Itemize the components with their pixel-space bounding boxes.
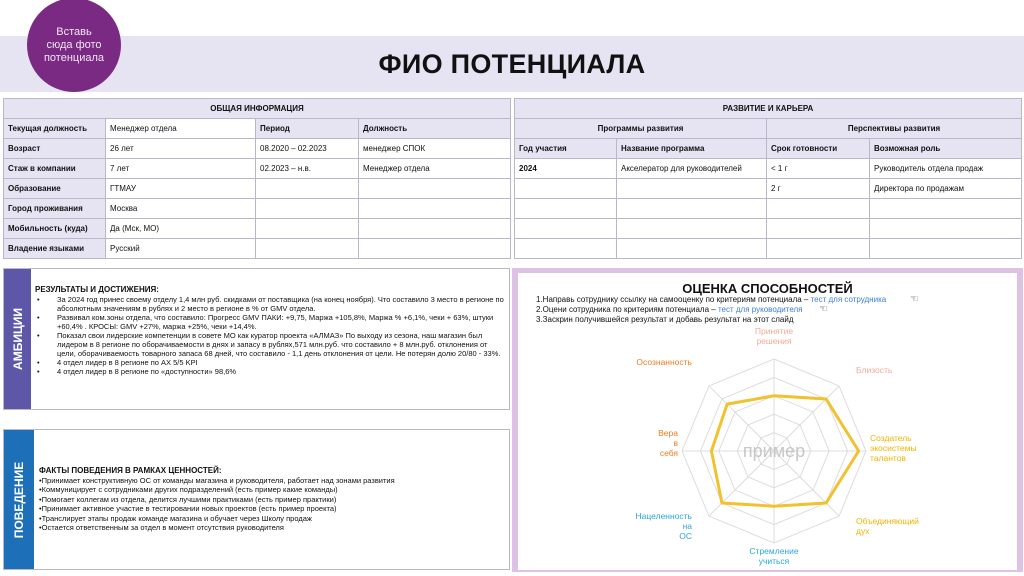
- general-info-header: ОБЩАЯ ИНФОРМАЦИЯ: [4, 99, 511, 119]
- career-cell: [767, 239, 870, 259]
- general-label: Текущая должность: [4, 119, 106, 139]
- assessment-title: ОЦЕНКА СПОСОБНОСТЕЙ: [682, 281, 853, 296]
- step-3: 3.Заскрин получившейся результат и добавь результат на этот слайд: [536, 315, 794, 324]
- list-item: • 4 отдел лидер в 8 регионе по «доступности» 98,6%: [37, 367, 237, 376]
- position-cell: [359, 219, 511, 239]
- behavior-side-label: ПОВЕДЕНИЕ: [12, 461, 26, 538]
- period-cell: 02.2023 – н.в.: [256, 159, 359, 179]
- list-item: •Помогает коллегам из отдела, делится лучшими практиками (есть пример практики): [39, 494, 337, 504]
- pointer-hand-icon: ☜: [819, 304, 828, 315]
- column-header: Возможная роль: [870, 139, 1022, 159]
- career-cell: [617, 179, 767, 199]
- career-cell: [617, 239, 767, 259]
- ambitions-list: [35, 295, 505, 376]
- step-2: 2.Оцени сотрудника по критериям потенциала – тест для руководителя: [536, 305, 803, 314]
- behavior-section: [3, 429, 510, 570]
- watermark-text: пример: [742, 441, 806, 461]
- general-label: Возраст: [4, 139, 106, 159]
- position-header: Должность: [359, 119, 511, 139]
- career-cell: [767, 199, 870, 219]
- column-header: Год участия: [515, 139, 617, 159]
- general-label: Мобильность (куда): [4, 219, 106, 239]
- list-item: • Показал свои лидерские компетенции в совете МО как куратор проекта «АЛМАЗ» По выходу из сезона, наш магазин был лидером в 8 регионе по оборачиваемости в днях и запасу в рублях,571 млн.руб. что составило + 8 млн.руб. отклонения от цели, оборачиваемость товарного запаса 68 дней, что составило - 1,1 день отклонения от цели. Не потерян долю 20/80 - 33%.: [37, 331, 501, 358]
- manager-test-link[interactable]: тест для руководителя: [717, 305, 803, 314]
- assessment-section: [512, 268, 1023, 572]
- pointer-hand-icon: ☜: [910, 294, 919, 305]
- radar-axis-label: Принятие решения: [754, 326, 794, 346]
- career-cell: Акселератор для руководителей: [617, 159, 767, 179]
- step-1: 1.Направь сотруднику ссылку на самооценку по критериям потенциала – тест для сотрудника: [536, 295, 887, 304]
- general-value: Русский: [106, 239, 256, 259]
- career-cell: [617, 199, 767, 219]
- career-cell: Директора по продажам: [870, 179, 1022, 199]
- general-value: Да (Мск, МО): [106, 219, 256, 239]
- general-value: 7 лет: [106, 159, 256, 179]
- position-cell: менеджер СПОК: [359, 139, 511, 159]
- radar-axis-label: Близость: [856, 365, 893, 375]
- radar-axis-label: Осознанность: [636, 357, 692, 367]
- list-item: •Принимает конструктивную ОС от команды магазина и руководителя, работает над зонами развития: [39, 475, 395, 485]
- prospects-header: Перспективы развития: [767, 119, 1022, 139]
- career-table: [514, 98, 1022, 259]
- list-item: • 4 отдел лидер в 8 регионе по АХ 5/5 KPI: [37, 358, 198, 367]
- list-item: • Развивал ком.зоны отдела, что составило: Прогресс GMV ПАКИ: +9,75, Маржа +105,8%, Маржа % +6,1%, чеки + 63%, штуки +60,4% . КРОСЫ: GMV +27%, маржа +25%, чеки +14,4%.: [37, 313, 494, 331]
- career-cell: [767, 219, 870, 239]
- general-label: Образование: [4, 179, 106, 199]
- general-label: Владение языками: [4, 239, 106, 259]
- list-item: • За 2024 год принес своему отделу 1,4 млн руб. скидками от поставщика (на конец ноября). Что составило 3 место в регионе по абсолютным значениям в рублях и 2 место в регионе в % от GMV отдела.: [37, 295, 504, 313]
- behavior-title: ФАКТЫ ПОВЕДЕНИЯ В РАМКАХ ЦЕННОСТЕЙ:: [39, 466, 222, 475]
- general-info-table: [3, 98, 511, 259]
- list-item: •Транслирует этапы продаж команде магазина и обучает через Школу продаж: [39, 513, 312, 523]
- career-cell: 2 г: [767, 179, 870, 199]
- photo-placeholder-text: Вставь сюда фото потенциала: [43, 25, 105, 64]
- list-item: •Принимает активное участие в тестировании новых проектов (есть пример проекта): [39, 504, 337, 513]
- career-cell: 2024: [515, 159, 617, 179]
- period-cell: [256, 199, 359, 219]
- behavior-side-bar: [4, 430, 34, 569]
- behavior-list: [39, 476, 505, 533]
- radar-chart: [518, 273, 1017, 570]
- column-header: Срок готовности: [767, 139, 870, 159]
- career-cell: [515, 179, 617, 199]
- general-value: Москва: [106, 199, 256, 219]
- period-cell: 08.2020 – 02.2023: [256, 139, 359, 159]
- ambitions-side-label: АМБИЦИИ: [10, 308, 25, 370]
- radar-axis-label: Вера в себя: [658, 428, 678, 458]
- programs-header: Программы развития: [515, 119, 767, 139]
- period-cell: [256, 219, 359, 239]
- radar-axis-label: Создатель экосистемы талантов: [870, 433, 917, 463]
- career-header: РАЗВИТИЕ И КАРЬЕРА: [515, 99, 1022, 119]
- general-value: Менеджер отдела: [106, 119, 256, 139]
- career-cell: [870, 199, 1022, 219]
- column-header: Название программа: [617, 139, 767, 159]
- career-cell: Руководитель отдела продаж: [870, 159, 1022, 179]
- list-item: •Коммуницирует с сотрудниками других подразделений (есть пример какие команды): [39, 485, 338, 494]
- period-cell: [256, 239, 359, 259]
- career-cell: [617, 219, 767, 239]
- employee-test-link[interactable]: тест для сотрудника: [810, 295, 887, 304]
- period-header: Период: [256, 119, 359, 139]
- general-value: 26 лет: [106, 139, 256, 159]
- career-cell: [515, 239, 617, 259]
- career-cell: < 1 г: [767, 159, 870, 179]
- ambitions-title: РЕЗУЛЬТАТЫ И ДОСТИЖЕНИЯ:: [35, 285, 159, 294]
- list-item: •Остается ответственным за отдел в момент отсутствия руководителя: [39, 523, 284, 532]
- general-label: Город проживания: [4, 199, 106, 219]
- page-title: ФИО ПОТЕНЦИАЛА: [378, 49, 646, 79]
- position-cell: Менеджер отдела: [359, 159, 511, 179]
- career-cell: [515, 199, 617, 219]
- position-cell: [359, 179, 511, 199]
- radar-axis-label: Нацеленность на ОС: [635, 511, 692, 541]
- position-cell: [359, 239, 511, 259]
- period-cell: [256, 179, 359, 199]
- career-cell: [870, 219, 1022, 239]
- radar-axis-label: Стремление учиться: [749, 546, 799, 566]
- career-cell: [515, 219, 617, 239]
- ambitions-side-bar: [4, 269, 31, 409]
- radar-axis-label: Объединяющий дух: [856, 516, 919, 536]
- ambitions-section: [3, 268, 510, 410]
- general-label: Стаж в компании: [4, 159, 106, 179]
- position-cell: [359, 199, 511, 219]
- career-cell: [870, 239, 1022, 259]
- assessment-panel: [518, 273, 1017, 570]
- general-value: ГТМАУ: [106, 179, 256, 199]
